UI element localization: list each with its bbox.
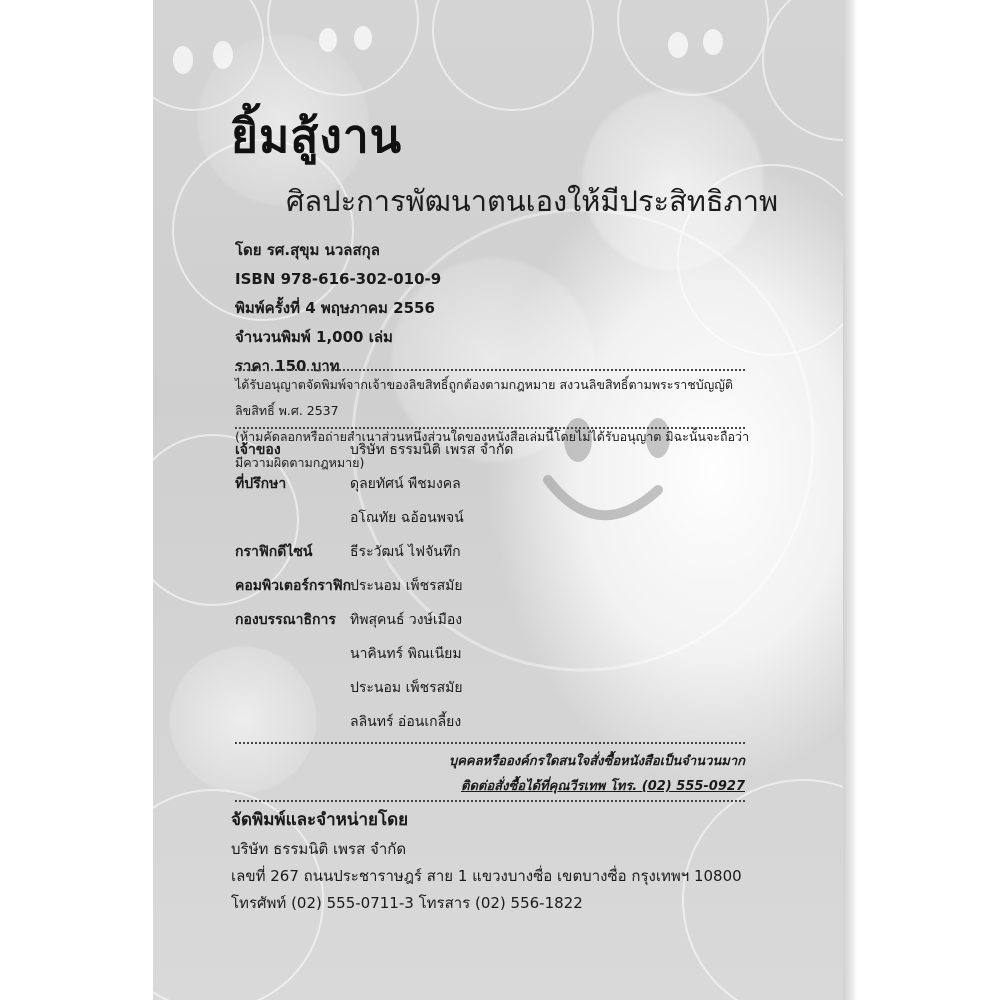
publisher-name: บริษัท ธรรมนิติ เพรส จำกัด <box>231 840 407 858</box>
book-subtitle: ศิลปะการพัฒนาตนเองให้มีประสิทธิภาพ <box>286 184 779 218</box>
copyright-warning-line: (ห้ามคัดลอกหรือถ่ายสำเนาส่วนหนึ่งส่วนใดของหนังสือเล่มนี้โดยไม่ได้รับอนุญาต มิฉะนั้นจะถือว่ามีความผิดตามกฎหมาย) <box>235 429 750 470</box>
print-run-line: จำนวนพิมพ์ 1,000 เล่ม <box>235 328 393 346</box>
credit-role: กองบรรณาธิการ <box>235 612 336 628</box>
bulk-order-line: บุคคลหรือองค์กรใดสนใจสั่งซื้อหนังสือเป็นจำนวนมาก <box>448 754 745 769</box>
staff-credits <box>235 433 755 739</box>
credit-role: กราฟิกดีไซน์ <box>235 544 313 560</box>
book-title: ยิ้มสู้งาน <box>231 109 403 163</box>
dotted-divider <box>235 800 745 802</box>
publisher-heading: จัดพิมพ์และจำหน่ายโดย <box>231 810 409 830</box>
dotted-divider <box>235 742 745 744</box>
credit-row <box>235 535 755 569</box>
edition-line: พิมพ์ครั้งที่ 4 พฤษภาคม 2556 <box>235 299 435 317</box>
credit-role: คอมพิวเตอร์กราฟิก <box>235 578 352 594</box>
credit-name: บริษัท ธรรมนิติ เพรส จำกัด <box>350 442 514 458</box>
credit-name: ลลินทร์ อ่อนเกลี้ยง <box>350 714 462 730</box>
copyright-page <box>153 0 853 1000</box>
credit-name: นาคินทร์ พิณเนียม <box>350 646 462 662</box>
copyright-notice-line: ได้รับอนุญาตจัดพิมพ์จากเจ้าของลิขสิทธิ์ถูกต้องตามกฎหมาย สงวนลิขสิทธิ์ตามพระราชบัญญัติลิขสิทธิ์ พ.ศ. 2537 <box>235 377 734 418</box>
book-info <box>235 236 441 381</box>
bulk-order-note <box>235 749 745 799</box>
credit-name: ธีระวัฒน์ ไฟจันทึก <box>350 544 461 560</box>
credit-name: ประนอม เพ็ชรสมัย <box>350 680 463 696</box>
publisher-block <box>231 804 742 917</box>
credit-name: อโณทัย ฉอ้อนพจน์ <box>350 510 464 526</box>
credit-role: ที่ปรึกษา <box>235 476 287 492</box>
dotted-divider <box>235 427 745 429</box>
publisher-phone: โทรศัพท์ (02) 555-0711-3 โทรสาร (02) 556-1822 <box>231 894 583 912</box>
credit-name: ประนอม เพ็ชรสมัย <box>350 578 463 594</box>
credit-row <box>235 603 755 739</box>
dotted-divider <box>235 369 745 371</box>
credit-row <box>235 467 755 535</box>
price-line: ราคา 150 บาท <box>235 357 340 375</box>
credit-name: ดุลยทัศน์ พืชมงคล <box>350 476 461 492</box>
credit-name: ทิพสุคนธ์ วงษ์เมือง <box>350 612 463 628</box>
credit-row <box>235 569 755 603</box>
bulk-order-contact: ติดต่อสั่งซื้อได้ที่คุณวีรเทพ โทร. (02) 555-0927 <box>461 779 745 794</box>
author-line: โดย รศ.สุขุม นวลสกุล <box>235 241 380 259</box>
isbn-line: ISBN 978-616-302-010-9 <box>235 270 442 288</box>
publisher-address: เลขที่ 267 ถนนประชาราษฎร์ สาย 1 แขวงบางซื่อ เขตบางซื่อ กรุงเทพฯ 10800 <box>231 867 742 885</box>
credit-row <box>235 433 755 467</box>
page-edge-shadow <box>843 0 857 1000</box>
credit-role: เจ้าของ <box>235 442 281 458</box>
